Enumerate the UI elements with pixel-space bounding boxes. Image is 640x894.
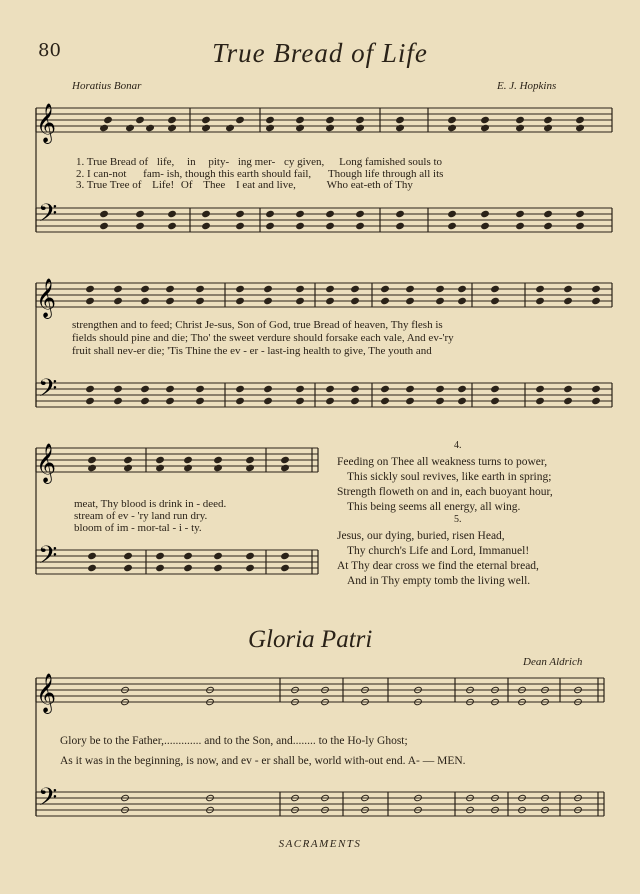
sys2-treble-note xyxy=(114,297,123,304)
sys1-treble-note xyxy=(168,116,177,123)
sys1-treble-note xyxy=(146,124,155,131)
sys2-bass-note xyxy=(236,385,245,392)
sys1-treble-clef: 𝄞 xyxy=(36,103,57,143)
sys1-bass-note xyxy=(544,222,553,229)
sys3-bass-note xyxy=(88,564,97,571)
gloria-line1: Glory be to the Father,............. and to the Son, and........ to the Ho-ly Ghost; xyxy=(60,735,408,747)
sys1-treble-note xyxy=(202,116,211,123)
sys2-treble-note xyxy=(436,285,445,292)
sys2-treble-note xyxy=(141,285,150,292)
system1-verse1: 1. True Bread of life, in pity- ing mer- cy given, Long famished souls to xyxy=(76,156,443,168)
sys2-bass-note xyxy=(141,385,150,392)
sys2-bass-note xyxy=(458,397,467,404)
sys1-bass-note xyxy=(326,210,335,217)
sys2-treble-note xyxy=(166,297,175,304)
sys1-bass-note xyxy=(202,210,211,217)
sys2-treble-note xyxy=(326,297,335,304)
sys1-treble-note xyxy=(236,116,245,123)
sys1-treble-note xyxy=(481,124,490,131)
sys3-treble-note xyxy=(156,456,165,463)
sys2-treble-note xyxy=(141,297,150,304)
sys2-bass-note xyxy=(436,385,445,392)
sys2-treble-note xyxy=(491,285,500,292)
page-footer: SACRAMENTS xyxy=(278,838,362,850)
sys3-bass-note xyxy=(88,552,97,559)
sys1-bass-note xyxy=(136,222,145,229)
sys2-treble-note xyxy=(458,285,467,292)
sys2-bass-note xyxy=(536,385,545,392)
sys2-bass-note xyxy=(592,385,601,392)
system3-verse2: stream of ev - 'ry land run dry. xyxy=(74,510,208,522)
sys3-treble-note xyxy=(184,464,193,471)
sys2-bass-note xyxy=(196,385,205,392)
system2-verse2: fields should pine and die; Tho' the sweet verdure should forsake each vale, And ev-'ry xyxy=(72,332,454,344)
sys2-bass-note xyxy=(141,397,150,404)
sys3-bass-note xyxy=(246,564,255,571)
sys1-treble-note xyxy=(516,116,525,123)
sys2-treble-note xyxy=(564,285,573,292)
sys1-treble-note xyxy=(126,124,135,131)
sys2-treble-note xyxy=(381,285,390,292)
sys2-bass-note xyxy=(296,385,305,392)
sys1-treble-note xyxy=(296,116,305,123)
sys1-bass-note xyxy=(236,210,245,217)
sys1-bass-clef: 𝄢 xyxy=(38,199,58,234)
verse-5: Jesus, our dying, buried, risen Head, Thy church's Life and Lord, Immanuel! At Thy dear cross we find the eternal bread, And in Thy empty tomb the living well. xyxy=(337,530,539,587)
sys2-bass-note xyxy=(86,385,95,392)
sys1-bass-note xyxy=(168,210,177,217)
sys3-treble-note xyxy=(88,456,97,463)
system3-verse1: meat, Thy blood is drink in - deed. xyxy=(74,498,227,510)
sys2-bass-note xyxy=(351,385,360,392)
sys1-treble-note xyxy=(396,116,405,123)
sys1-treble-note xyxy=(481,116,490,123)
sys1-treble-note xyxy=(356,124,365,131)
sys1-bass-note xyxy=(168,222,177,229)
sys2-treble-note xyxy=(351,297,360,304)
sys2-treble-note xyxy=(236,297,245,304)
sys2-bass-note xyxy=(326,397,335,404)
sys3-treble-clef: 𝄞 xyxy=(36,443,57,483)
sys3-bass-note xyxy=(124,564,133,571)
sys1-bass-note xyxy=(481,222,490,229)
verse-number-5: 5. xyxy=(454,514,462,525)
sys2-bass-note xyxy=(381,385,390,392)
sys2-treble-note xyxy=(326,285,335,292)
sys2-treble-note xyxy=(536,285,545,292)
sys1-treble-note xyxy=(266,116,275,123)
sys2-bass-note xyxy=(536,397,545,404)
sys2-bass-note xyxy=(264,385,273,392)
sys2-bass-note xyxy=(236,397,245,404)
sys1-treble-note xyxy=(100,124,109,131)
gloria-line2: As it was in the beginning, is now, and ev - er shall be, world with-out end. A- — MEN. xyxy=(60,755,466,767)
sys1-bass-note xyxy=(202,222,211,229)
sys3-treble-note xyxy=(184,456,193,463)
sys1-bass-note xyxy=(326,222,335,229)
sys1-bass-note xyxy=(576,222,585,229)
sys3-treble-note xyxy=(214,456,223,463)
sys3-bass-note xyxy=(214,552,223,559)
sys3-bass-note xyxy=(124,552,133,559)
sys2-treble-note xyxy=(196,297,205,304)
sys2-bass-clef: 𝄢 xyxy=(38,374,58,409)
sys2-bass-note xyxy=(436,397,445,404)
sys1-bass-note xyxy=(396,210,405,217)
sys2-bass-note xyxy=(458,385,467,392)
sys3-treble-note xyxy=(88,464,97,471)
system1-verse3: 3. True Tree of Life! Of Thee I eat and live, Who eat-eth of Thy xyxy=(76,179,413,191)
sys1-bass-note xyxy=(544,210,553,217)
sys2-treble-note xyxy=(86,285,95,292)
hymn-title: True Bread of Life xyxy=(212,38,428,68)
sys2-treble-note xyxy=(406,285,415,292)
sys1-bass-note xyxy=(516,222,525,229)
sys2-bass-note xyxy=(166,385,175,392)
sys1-bass-note xyxy=(296,210,305,217)
sys1-bass-note xyxy=(100,210,109,217)
sys2-treble-note xyxy=(536,297,545,304)
sys1-treble-note xyxy=(448,124,457,131)
sys2-bass-note xyxy=(351,397,360,404)
sys2-treble-note xyxy=(436,297,445,304)
sys3-bass-note xyxy=(156,552,165,559)
sys3-bass-note xyxy=(281,552,290,559)
system2-verse1: strengthen and to feed; Christ Je-sus, Son of God, true Bread of heaven, Thy flesh is xyxy=(72,319,443,331)
sys2-bass-note xyxy=(592,397,601,404)
gloria-composer: Dean Aldrich xyxy=(523,656,583,668)
sys1-bass-note xyxy=(296,222,305,229)
sys2-bass-note xyxy=(491,385,500,392)
sys2-treble-note xyxy=(296,297,305,304)
sys1-treble-note xyxy=(202,124,211,131)
sys3-treble-note xyxy=(124,456,133,463)
sys2-treble-note xyxy=(491,297,500,304)
sys2-bass-note xyxy=(406,397,415,404)
sys2-treble-note xyxy=(196,285,205,292)
sys1-bass-note xyxy=(236,222,245,229)
sys1-treble-note xyxy=(326,116,335,123)
system3-verse3: bloom of im - mor-tal - i - ty. xyxy=(74,522,202,534)
sys1-bass-note xyxy=(396,222,405,229)
sys2-bass-note xyxy=(264,397,273,404)
sys1-treble-note xyxy=(104,116,113,123)
sys2-treble-note xyxy=(114,285,123,292)
sys3-bass-note xyxy=(184,564,193,571)
system2-verse3: fruit shall nev-er die; 'Tis Thine the ev - er - last-ing health to give, The youth and xyxy=(72,345,432,357)
sys1-bass-note xyxy=(356,222,365,229)
sys3-treble-note xyxy=(281,464,290,471)
sys3-treble-note xyxy=(281,456,290,463)
sys1-bass-note xyxy=(481,210,490,217)
sys1-bass-note xyxy=(136,210,145,217)
sys1-treble-note xyxy=(396,124,405,131)
sys2-bass-note xyxy=(491,397,500,404)
sys2-bass-note xyxy=(326,385,335,392)
sys3-bass-note xyxy=(156,564,165,571)
sys1-bass-note xyxy=(356,210,365,217)
sys2-bass-note xyxy=(114,397,123,404)
sys1-treble-note xyxy=(576,124,585,131)
sys1-bass-note xyxy=(266,210,275,217)
sys2-treble-note xyxy=(264,285,273,292)
sys2-bass-note xyxy=(86,397,95,404)
sys3-treble-note xyxy=(246,464,255,471)
verse-4: Feeding on Thee all weakness turns to power, This sickly soul revives, like earth in spring; Strength floweth on and in, each buoyant hour, This being seems all energy, all wing. xyxy=(337,456,553,513)
sys1-bass-note xyxy=(576,210,585,217)
sys1-treble-note xyxy=(356,116,365,123)
sys3-bass-clef: 𝄢 xyxy=(38,541,58,576)
sys1-treble-note xyxy=(136,116,145,123)
sys2-bass-note xyxy=(381,397,390,404)
sys1-treble-note xyxy=(226,124,235,131)
sys1-bass-note xyxy=(448,210,457,217)
sys2-treble-note xyxy=(86,297,95,304)
sys2-bass-note xyxy=(166,397,175,404)
sys1-treble-note xyxy=(296,124,305,131)
sys3-bass-note xyxy=(214,564,223,571)
sys3-bass-note xyxy=(281,564,290,571)
sys1-bass-note xyxy=(100,222,109,229)
sys3-treble-note xyxy=(156,464,165,471)
sys1-bass-note xyxy=(266,222,275,229)
sys2-bass-note xyxy=(564,385,573,392)
sys1-treble-note xyxy=(544,116,553,123)
sys3-treble-note xyxy=(214,464,223,471)
sys3-bass-note xyxy=(246,552,255,559)
verse-number-4: 4. xyxy=(454,440,462,451)
sys1-treble-note xyxy=(326,124,335,131)
gloria-treble-clef: 𝄞 xyxy=(36,673,57,713)
sys1-treble-note xyxy=(516,124,525,131)
gloria-title: Gloria Patri xyxy=(248,626,373,653)
sys2-bass-note xyxy=(296,397,305,404)
sys2-treble-note xyxy=(406,297,415,304)
sys1-treble-note xyxy=(576,116,585,123)
sys2-treble-note xyxy=(564,297,573,304)
sys2-treble-clef: 𝄞 xyxy=(36,278,57,318)
music-composer: E. J. Hopkins xyxy=(497,80,557,92)
sys3-bass-note xyxy=(184,552,193,559)
sys1-treble-note xyxy=(168,124,177,131)
sys2-treble-note xyxy=(458,297,467,304)
sys2-treble-note xyxy=(592,297,601,304)
sys2-treble-note xyxy=(236,285,245,292)
sys2-treble-note xyxy=(166,285,175,292)
sys2-bass-note xyxy=(564,397,573,404)
sys3-treble-note xyxy=(124,464,133,471)
sys2-treble-note xyxy=(296,285,305,292)
sys1-treble-note xyxy=(448,116,457,123)
sys1-treble-note xyxy=(266,124,275,131)
sys1-bass-note xyxy=(516,210,525,217)
sys2-bass-note xyxy=(406,385,415,392)
sys2-bass-note xyxy=(196,397,205,404)
gloria-bass-clef: 𝄢 xyxy=(38,783,58,818)
sys2-treble-note xyxy=(264,297,273,304)
sys2-treble-note xyxy=(351,285,360,292)
system1-verse2: 2. I can-not fam- ish, though this earth should fail, Though life through all its xyxy=(76,168,444,180)
sys2-treble-note xyxy=(592,285,601,292)
sys3-treble-note xyxy=(246,456,255,463)
words-author: Horatius Bonar xyxy=(72,80,142,92)
sys1-treble-note xyxy=(544,124,553,131)
page-number: 80 xyxy=(38,40,61,61)
sys2-bass-note xyxy=(114,385,123,392)
sys1-bass-note xyxy=(448,222,457,229)
sys2-treble-note xyxy=(381,297,390,304)
